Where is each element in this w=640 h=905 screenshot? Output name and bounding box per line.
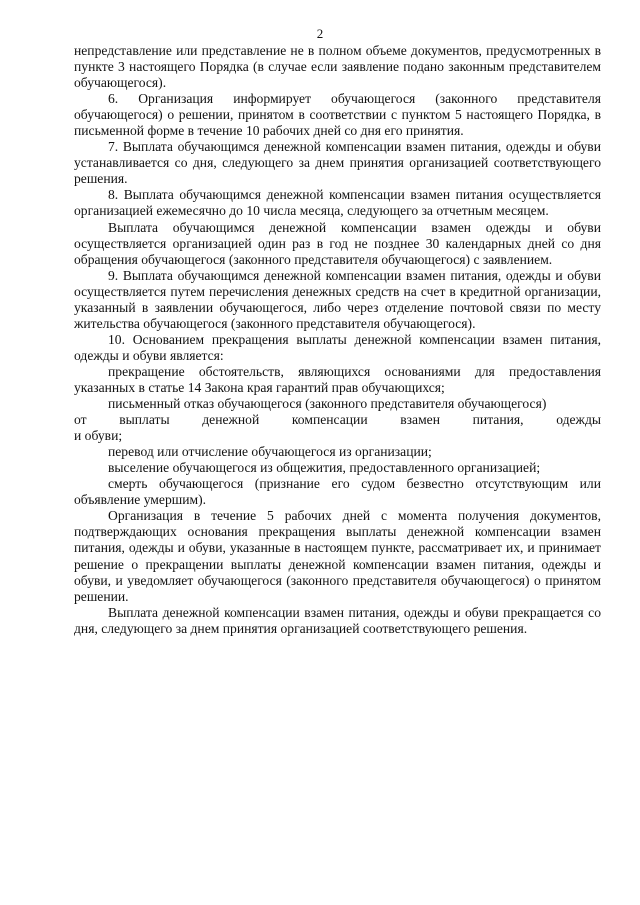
paragraph-item-8: 8. Выплата обучающимся денежной компенсации взамен питания осуществляется организацией ежемесячно до 10 числа месяца, следующего за отчетным месяцем. — [74, 187, 601, 219]
paragraph-item-7: 7. Выплата обучающимся денежной компенсации взамен питания, одежды и обуви устанавливается со дня, следующего за днем принятия организацией соответствующего решения. — [74, 139, 601, 187]
paragraph-clothing-payment: Выплата обучающимся денежной компенсации взамен одежды и обуви осуществляется организацией один раз в год не позднее 30 календарных дней со дня обращения обучающегося (законного представителя обучающегося) с заявлением. — [74, 219, 601, 267]
list-item-circumstances: прекращение обстоятельств, являющихся основаниями для предоставления указанных в статье 14 Закона края гарантий прав обучающихся; — [74, 363, 601, 395]
paragraph-continuation: непредставление или представление не в полном объеме документов, предусмотренных в пункте 3 настоящего Порядка (в случае если заявление подано законным представителем обучающегося). — [74, 43, 601, 91]
paragraph-organization-review: Организация в течение 5 рабочих дней с момента получения документов, подтверждающих основания прекращения выплаты денежной компенсации взамен питания, одежды и обуви, указанные в настоящем пункте, рассматривает их, и принимает решение о прекращении выплаты денежной компенсации взамен питания, одежды и обуви, и уведомляет обучающегося (законного представителя обучающегося) о принятом решении. — [74, 508, 601, 604]
list-item-written-refusal-end: и обуви; — [74, 428, 123, 444]
list-item-eviction: выселение обучающегося из общежития, предоставленного организацией; — [108, 460, 541, 476]
paragraph-item-6: 6. Организация информирует обучающегося (законного представителя обучающегося) о решении, принятом в соответствии с пунктом 5 настоящего Порядка, в письменной форме в течение 10 рабочих дней со дня его принятия. — [74, 91, 601, 139]
list-item-written-refusal: письменный отказ обучающегося (законного представителя обучающегося) — [108, 396, 547, 412]
list-item-death: смерть обучающегося (признание его судом безвестно отсутствующим или объявление умершим). — [74, 476, 601, 508]
document-body — [74, 43, 601, 637]
list-item-transfer: перевод или отчисление обучающегося из организации; — [108, 444, 432, 460]
list-item-written-refusal-cont: от выплаты денежной компенсации взамен питания, одежды — [74, 412, 601, 428]
paragraph-item-9: 9. Выплата обучающимся денежной компенсации взамен питания, одежды и обуви осуществляется путем перечисления денежных средств на счет в кредитной организации, указанный в заявлении обучающегося, либо через отделение почтовой связи по месту жительства обучающегося (законного представителя обучающегося). — [74, 267, 601, 331]
page-number: 2 — [316, 26, 324, 41]
paragraph-item-10: 10. Основанием прекращения выплаты денежной компенсации взамен питания, одежды и обуви является: — [74, 331, 601, 363]
paragraph-payment-termination: Выплата денежной компенсации взамен питания, одежды и обуви прекращается со дня, следующего за днем принятия организацией соответствующего решения. — [74, 604, 601, 636]
